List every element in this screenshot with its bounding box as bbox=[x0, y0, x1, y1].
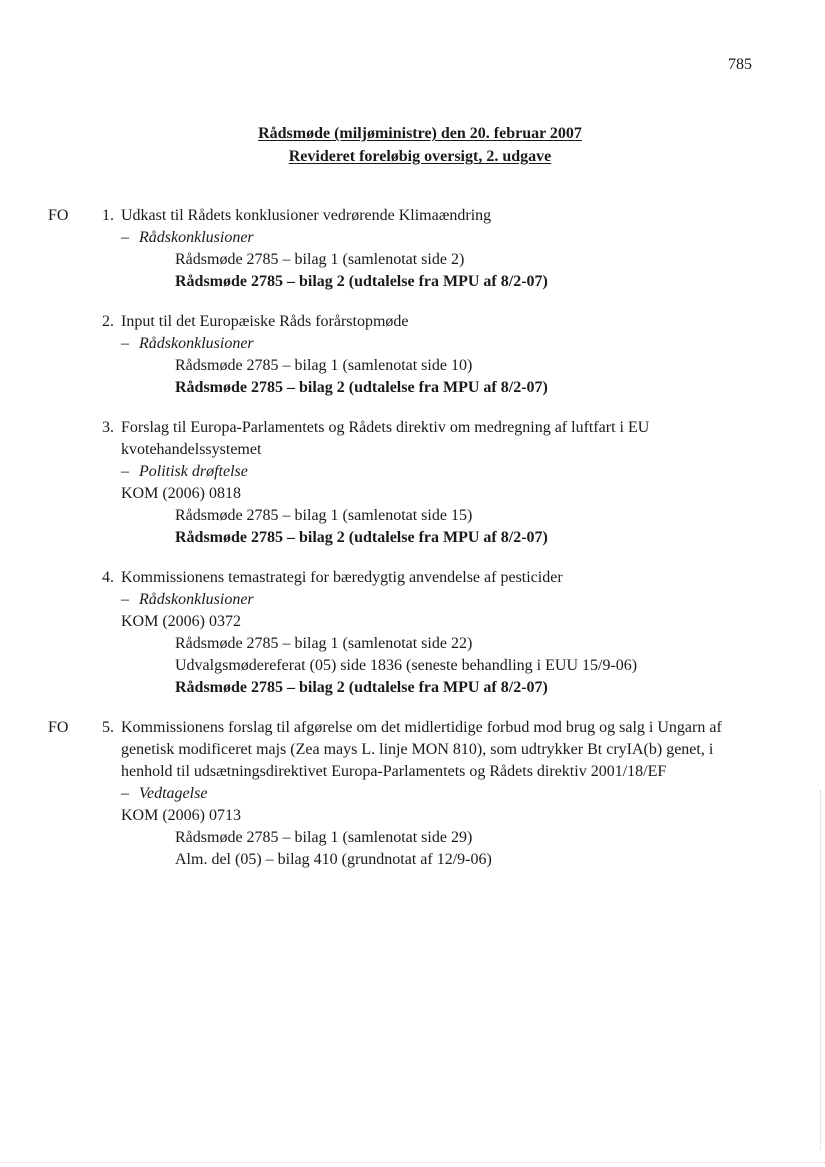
reference-list bbox=[175, 505, 741, 549]
reference-line: Rådsmøde 2785 – bilag 1 (samlenotat side 22) bbox=[175, 635, 473, 652]
reference-list bbox=[175, 633, 741, 699]
reference-line: Rådsmøde 2785 – bilag 1 (samlenotat side 29) bbox=[175, 829, 473, 846]
item-number: 4. bbox=[102, 569, 114, 586]
item-body bbox=[121, 417, 741, 549]
agenda-item bbox=[0, 311, 825, 399]
dash-bullet: – bbox=[121, 229, 129, 246]
item-type bbox=[121, 783, 741, 805]
item-title: Kommissionens forslag til afgørelse om det midlertidige forbud mod brug og salg i Ungarn af genetisk modificeret majs (Zea mays L. linje MON 810), som udtrykker Bt cryIA(b) genet, i henhold til udsætningsdirektivet Europa-Parlamentets og Rådets direktiv 2001/18/EF bbox=[121, 719, 722, 780]
reference-line: Udvalgsmødereferat (05) side 1836 (seneste behandling i EUU 15/9-06) bbox=[175, 657, 638, 674]
scan-margin bbox=[820, 790, 821, 1150]
item-title: Input til det Europæiske Råds forårstopmøde bbox=[121, 313, 409, 330]
item-type-label: Rådskonklusioner bbox=[139, 335, 254, 352]
item-type-label: Vedtagelse bbox=[139, 785, 208, 802]
item-title: Udkast til Rådets konklusioner vedrørende Klimaændring bbox=[121, 207, 492, 224]
scan-bottom-edge bbox=[0, 1162, 825, 1163]
document-reference: KOM (2006) 0372 bbox=[121, 613, 241, 630]
reference-line: Rådsmøde 2785 – bilag 2 (udtalelse fra MPU af 8/2-07) bbox=[175, 273, 548, 290]
item-type-label: Rådskonklusioner bbox=[139, 229, 254, 246]
item-type-label: Politisk drøftelse bbox=[139, 463, 248, 480]
item-number: 2. bbox=[102, 313, 114, 330]
item-title: Forslag til Europa-Parlamentets og Rådets direktiv om medregning af luftfart i EU kvotehandelssystemet bbox=[121, 419, 650, 458]
item-type bbox=[121, 333, 741, 355]
item-body bbox=[121, 567, 741, 699]
reference-line: Rådsmøde 2785 – bilag 1 (samlenotat side 2) bbox=[175, 251, 465, 268]
dash-bullet: – bbox=[121, 463, 129, 480]
agenda-item bbox=[0, 567, 825, 699]
item-type bbox=[121, 227, 741, 249]
reference-list bbox=[175, 249, 741, 293]
fo-flag: FO bbox=[48, 207, 69, 224]
dash-bullet: – bbox=[121, 785, 129, 802]
page-title bbox=[230, 122, 610, 168]
agenda-item bbox=[0, 717, 825, 871]
reference-line: Alm. del (05) – bilag 410 (grundnotat af 12/9-06) bbox=[175, 851, 492, 868]
reference-line: Rådsmøde 2785 – bilag 2 (udtalelse fra MPU af 8/2-07) bbox=[175, 379, 548, 396]
page-number: 785 bbox=[728, 56, 752, 73]
agenda-list bbox=[0, 205, 825, 889]
item-number: 3. bbox=[102, 419, 114, 436]
item-body bbox=[121, 717, 741, 871]
item-type bbox=[121, 461, 741, 483]
item-type bbox=[121, 589, 741, 611]
item-type-label: Rådskonklusioner bbox=[139, 591, 254, 608]
item-number: 1. bbox=[102, 207, 114, 224]
reference-list bbox=[175, 827, 741, 871]
reference-line: Rådsmøde 2785 – bilag 2 (udtalelse fra MPU af 8/2-07) bbox=[175, 679, 548, 696]
title-line-1: Rådsmøde (miljøministre) den 20. februar 2007 bbox=[258, 125, 582, 142]
reference-line: Rådsmøde 2785 – bilag 2 (udtalelse fra MPU af 8/2-07) bbox=[175, 529, 548, 546]
dash-bullet: – bbox=[121, 591, 129, 608]
item-body bbox=[121, 311, 741, 399]
item-body bbox=[121, 205, 741, 293]
agenda-item bbox=[0, 417, 825, 549]
document-reference: KOM (2006) 0818 bbox=[121, 485, 241, 502]
item-number: 5. bbox=[102, 719, 114, 736]
document-reference: KOM (2006) 0713 bbox=[121, 807, 241, 824]
dash-bullet: – bbox=[121, 335, 129, 352]
fo-flag: FO bbox=[48, 719, 69, 736]
agenda-item bbox=[0, 205, 825, 293]
item-title: Kommissionens temastrategi for bæredygtig anvendelse af pesticider bbox=[121, 569, 563, 586]
reference-line: Rådsmøde 2785 – bilag 1 (samlenotat side 10) bbox=[175, 357, 473, 374]
title-line-2: Revideret foreløbig oversigt, 2. udgave bbox=[288, 148, 552, 165]
reference-list bbox=[175, 355, 741, 399]
reference-line: Rådsmøde 2785 – bilag 1 (samlenotat side 15) bbox=[175, 507, 473, 524]
